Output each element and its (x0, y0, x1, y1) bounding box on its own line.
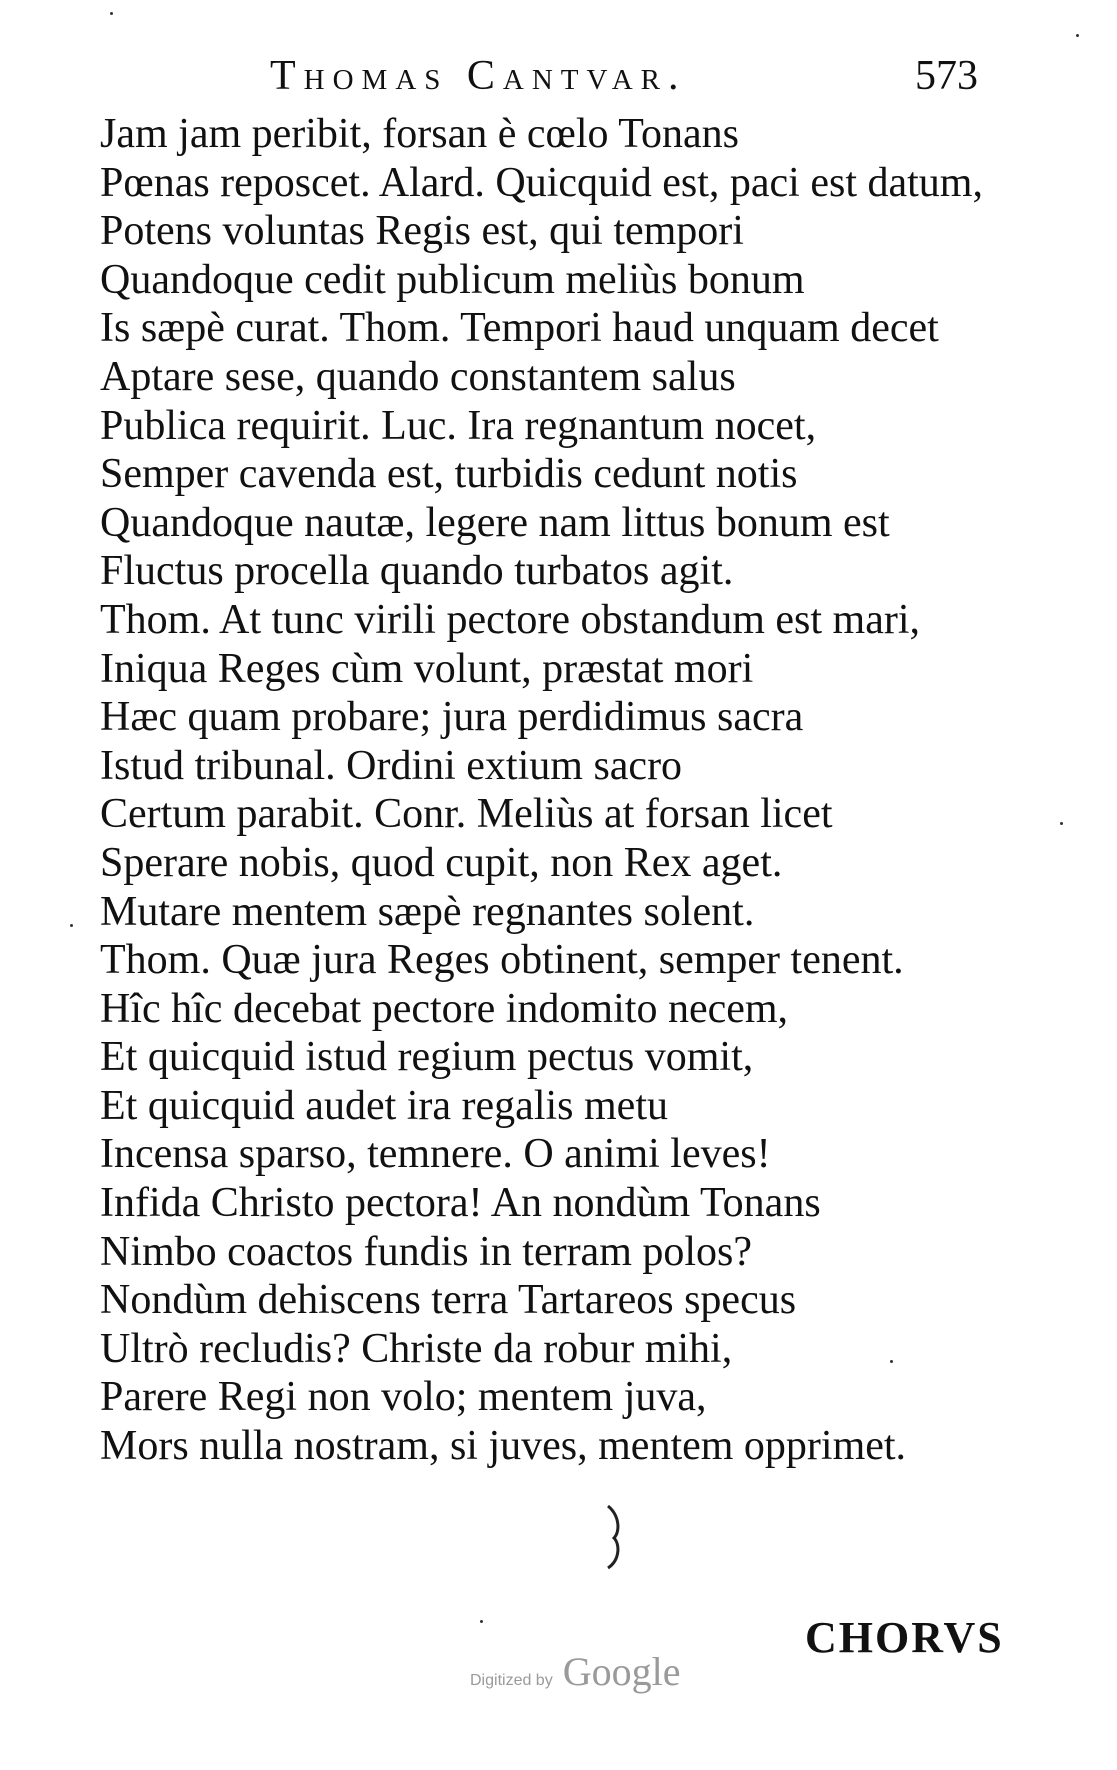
verse-line: Hîc hîc decebat pectore indomito necem, (100, 985, 789, 1032)
verse-line: Nimbo coactos fundis in terram polos? (100, 1228, 753, 1275)
print-speck (1076, 34, 1079, 37)
verse-line: Istud tribunal. Ordini extium sacro (100, 742, 683, 789)
print-speck (1060, 822, 1063, 825)
digitization-credit (470, 1648, 680, 1695)
verse-block (100, 110, 1020, 1471)
verse-line: Thom. Quæ jura Reges obtinent, semper tenent. (100, 937, 904, 984)
running-title: Thomas Cantvar. (270, 53, 687, 99)
verse-line: Incensa sparso, temnere. O animi leves! (100, 1131, 771, 1178)
print-speck (890, 1360, 893, 1363)
verse-line: Sperare nobis, quod cupit, non Rex aget. (100, 839, 783, 886)
verse-line: Parere Regi non volo; mentem juva, (100, 1374, 707, 1421)
verse-line: Certum parabit. Conr. Meliùs at forsan licet (100, 791, 833, 838)
verse-line: Et quicquid audet ira regalis metu (100, 1082, 668, 1129)
verse-line: Jam jam peribit, forsan è cœlo Tonans (100, 111, 739, 157)
ornament-bracket-icon (600, 1502, 630, 1572)
page-number: 573 (915, 53, 978, 99)
verse-line: Semper cavenda est, turbidis cedunt notis (100, 451, 798, 498)
verse-line: Iniqua Reges cùm volunt, præstat mori (100, 645, 754, 692)
print-speck (70, 924, 73, 927)
catchword: CHORVS (805, 1613, 1004, 1662)
print-speck (480, 1620, 483, 1623)
verse-line: Is sæpè curat. Thom. Tempori haud unquam decet (100, 305, 939, 352)
verse-line: Quandoque cedit publicum meliùs bonum (100, 256, 805, 303)
verse-line: Et quicquid istud regium pectus vomit, (100, 1034, 754, 1081)
verse-line: Mors nulla nostram, si juves, mentem opprimet. (100, 1423, 907, 1470)
printer-ornament (600, 1502, 630, 1587)
verse-line: Nondùm dehiscens terra Tartareos specus (100, 1277, 797, 1324)
verse-line: Thom. At tunc virili pectore obstandum est mari, (100, 596, 921, 643)
verse-line: Aptare sese, quando constantem salus (100, 353, 736, 400)
verse-line: Fluctus procella quando turbatos agit. (100, 548, 734, 595)
print-speck (110, 12, 113, 15)
verse-line: Ultrò recludis? Christe da robur mihi, (100, 1325, 733, 1372)
running-head (270, 52, 978, 102)
verse-line: Quandoque nautæ, legere nam littus bonum est (100, 499, 890, 546)
verse-line: Infida Christo pectora! An nondùm Tonans (100, 1180, 821, 1227)
digitized-label: Digitized by (470, 1672, 553, 1689)
verse-line: Pœnas reposcet. Alard. Quicquid est, paci est datum, (100, 159, 983, 206)
google-wordmark: Google (562, 1649, 681, 1694)
verse-line: Mutare mentem sæpè regnantes solent. (100, 888, 755, 935)
verse-line: Potens voluntas Regis est, qui tempori (100, 208, 744, 255)
verse-line: Hæc quam probare; jura perdidimus sacra (100, 694, 804, 741)
verse-line: Publica requirit. Luc. Ira regnantum nocet, (100, 402, 817, 449)
